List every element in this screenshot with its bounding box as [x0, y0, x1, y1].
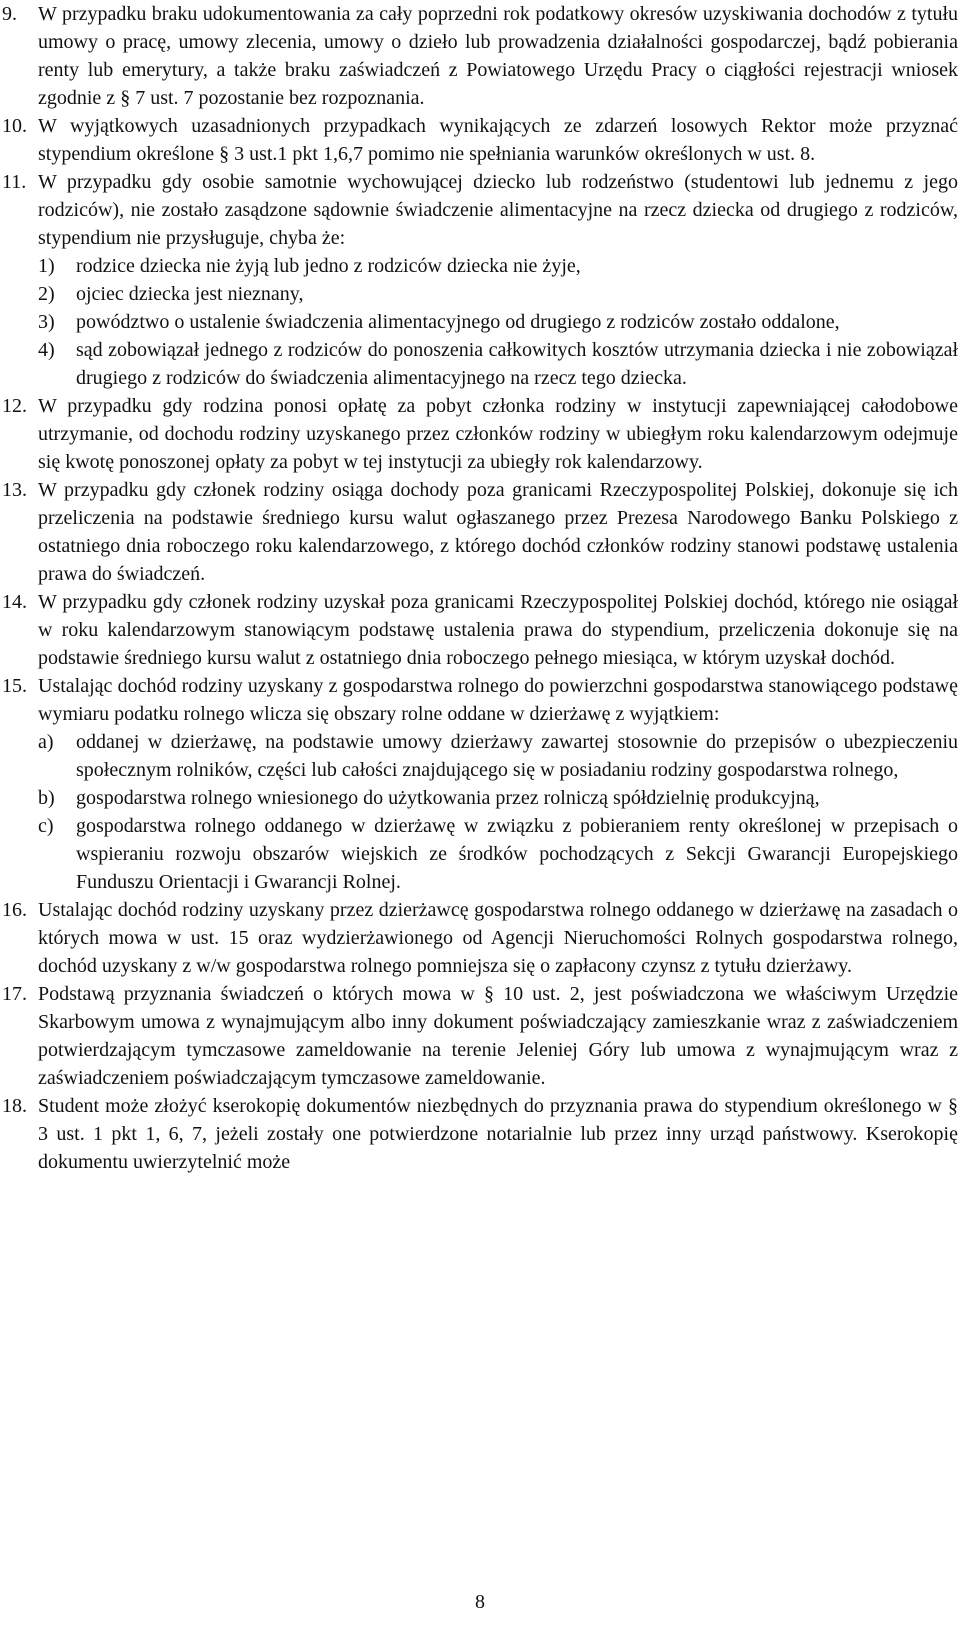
item-number: 9.	[2, 3, 17, 25]
item-text: oddanej w dzierżawę, na podstawie umowy dzierżawy zawartej stosownie do przepisów o ubezpieczeniu społecznym rolników, części lub całości znajdującego się w posiadaniu rodziny gospodarstwa rolnego,	[76, 731, 958, 781]
page-number: 8	[475, 1591, 485, 1613]
item-number: a)	[38, 731, 54, 753]
paragraph-item	[0, 392, 960, 476]
item-text: Ustalając dochód rodziny uzyskany z gospodarstwa rolnego do powierzchni gospodarstwa stanowiącego podstawę wymiaru podatku rolnego wlicza się obszary rolne oddane w dzierżawę z wyjątkiem:	[38, 675, 958, 725]
paragraph-item	[0, 476, 960, 588]
item-number: 13.	[2, 479, 27, 501]
sub-item	[0, 784, 960, 812]
item-number: 14.	[2, 591, 27, 613]
item-text: sąd zobowiązał jednego z rodziców do ponoszenia całkowitych kosztów utrzymania dziecka i nie zobowiązał drugiego z rodziców do świadczenia alimentacyjnego na rzecz tego dziecka.	[76, 339, 958, 389]
item-text: W przypadku gdy osobie samotnie wychowującej dziecko lub rodzeństwo (studentowi lub jednemu z jego rodziców), nie zostało zasądzone sądownie świadczenie alimentacyjne na rzecz dziecka od drugiego z rodziców, stypendium nie przysługuje, chyba że:	[38, 171, 958, 249]
item-text: W przypadku gdy rodzina ponosi opłatę za pobyt członka rodziny w instytucji zapewniającej całodobowe utrzymanie, od dochodu rodziny uzyskanego przez członków rodziny w ubiegłym roku kalendarzowym odejmuje się kwotę ponoszonej opłaty za pobyt w tej instytucji za ubiegły rok kalendarzowy.	[38, 395, 958, 473]
item-text: W przypadku gdy członek rodziny uzyskał poza granicami Rzeczypospolitej Polskiej dochód, którego nie osiągał w roku kalendarzowym stanowiącym podstawę ustalenia prawa do stypendium, przeliczenia dokonuje się na podstawie średniego kursu walut z ostatniego dnia roboczego pełnego miesiąca, w którym uzyskał dochód.	[38, 591, 958, 669]
item-number: 1)	[38, 255, 55, 277]
item-text: rodzice dziecka nie żyją lub jedno z rodziców dziecka nie żyje,	[76, 255, 581, 277]
sub-item	[0, 252, 960, 280]
item-number: 16.	[2, 899, 27, 921]
paragraph-item	[0, 1092, 960, 1176]
item-text: W przypadku braku udokumentowania za cały poprzedni rok podatkowy okresów uzyskiwania dochodów z tytułu umowy o pracę, umowy zlecenia, umowy o dzieło lub prowadzenia działalności gospodarczej, bądź pobierania renty lub emerytury, a także braku zaświadczeń z Powiatowego Urzędu Pracy o ciągłości rejestracji wniosek zgodnie z § 7 ust. 7 pozostanie bez rozpoznania.	[38, 3, 958, 109]
paragraph-item	[0, 672, 960, 728]
item-text: Ustalając dochód rodziny uzyskany przez dzierżawcę gospodarstwa rolnego oddanego w dzierżawę na zasadach o których mowa w ust. 15 oraz wydzierżawionego od Agencji Nieruchomości Rolnych gospodarstwa rolnego, dochód uzyskany z w/w gospodarstwa rolnego pomniejsza się o zapłacony czynsz z tytułu dzierżawy.	[38, 899, 958, 977]
item-text: W wyjątkowych uzasadnionych przypadkach wynikających ze zdarzeń losowych Rektor może przyznać stypendium określone § 3 ust.1 pkt 1,6,7 pomimo nie spełniania warunków określonych w ust. 8.	[38, 115, 958, 165]
paragraph-item	[0, 0, 960, 112]
paragraph-item	[0, 980, 960, 1092]
item-number: 11.	[2, 171, 27, 193]
paragraph-item	[0, 588, 960, 672]
paragraph-item	[0, 168, 960, 252]
item-number: b)	[38, 787, 55, 809]
sub-item	[0, 308, 960, 336]
item-number: 17.	[2, 983, 27, 1005]
item-number: 3)	[38, 311, 55, 333]
item-number: 2)	[38, 283, 55, 305]
item-text: W przypadku gdy członek rodziny osiąga dochody poza granicami Rzeczypospolitej Polskiej, dokonuje się ich przeliczenia na podstawie średniego kursu walut ogłaszanego przez Prezesa Narodowego Banku Polskiego z ostatniego dnia roboczego roku kalendarzowego, z którego dochód członków rodziny stanowi podstawę ustalenia prawa do świadczeń.	[38, 479, 958, 585]
item-number: 10.	[2, 115, 27, 137]
sub-item	[0, 280, 960, 308]
sub-item	[0, 336, 960, 392]
item-number: c)	[38, 815, 54, 837]
item-number: 12.	[2, 395, 27, 417]
item-text: Student może złożyć kserokopię dokumentów niezbędnych do przyznania prawa do stypendium określonego w § 3 ust. 1 pkt 1, 6, 7, jeżeli zostały one potwierdzone notarialnie lub przez inny urząd państwowy. Kserokopię dokumentu uwierzytelnić może	[38, 1095, 958, 1173]
paragraph-item	[0, 896, 960, 980]
item-number: 18.	[2, 1095, 27, 1117]
item-number: 15.	[2, 675, 27, 697]
item-text: gospodarstwa rolnego oddanego w dzierżawę w związku z pobieraniem renty określonej w przepisach o wspieraniu rozwoju obszarów wiejskich ze środków pochodzących z Sekcji Gwarancji Europejskiego Funduszu Orientacji i Gwarancji Rolnej.	[76, 815, 958, 893]
sub-item	[0, 812, 960, 896]
item-number: 4)	[38, 339, 55, 361]
item-text: Podstawą przyznania świadczeń o których mowa w § 10 ust. 2, jest poświadczona we właściwym Urzędzie Skarbowym umowa z wynajmującym albo inny dokument poświadczający zamieszkanie wraz z zaświadczeniem potwierdzającym tymczasowe zameldowanie na terenie Jeleniej Góry lub umowa z wynajmującym wraz z zaświadczeniem poświadczającym tymczasowe zameldowanie.	[38, 983, 958, 1089]
item-text: gospodarstwa rolnego wniesionego do użytkowania przez rolniczą spółdzielnię produkcyjną,	[76, 787, 820, 809]
item-text: ojciec dziecka jest nieznany,	[76, 283, 304, 305]
item-text: powództwo o ustalenie świadczenia alimentacyjnego od drugiego z rodziców zostało oddalone,	[76, 311, 840, 333]
sub-item	[0, 728, 960, 784]
paragraph-item	[0, 112, 960, 168]
